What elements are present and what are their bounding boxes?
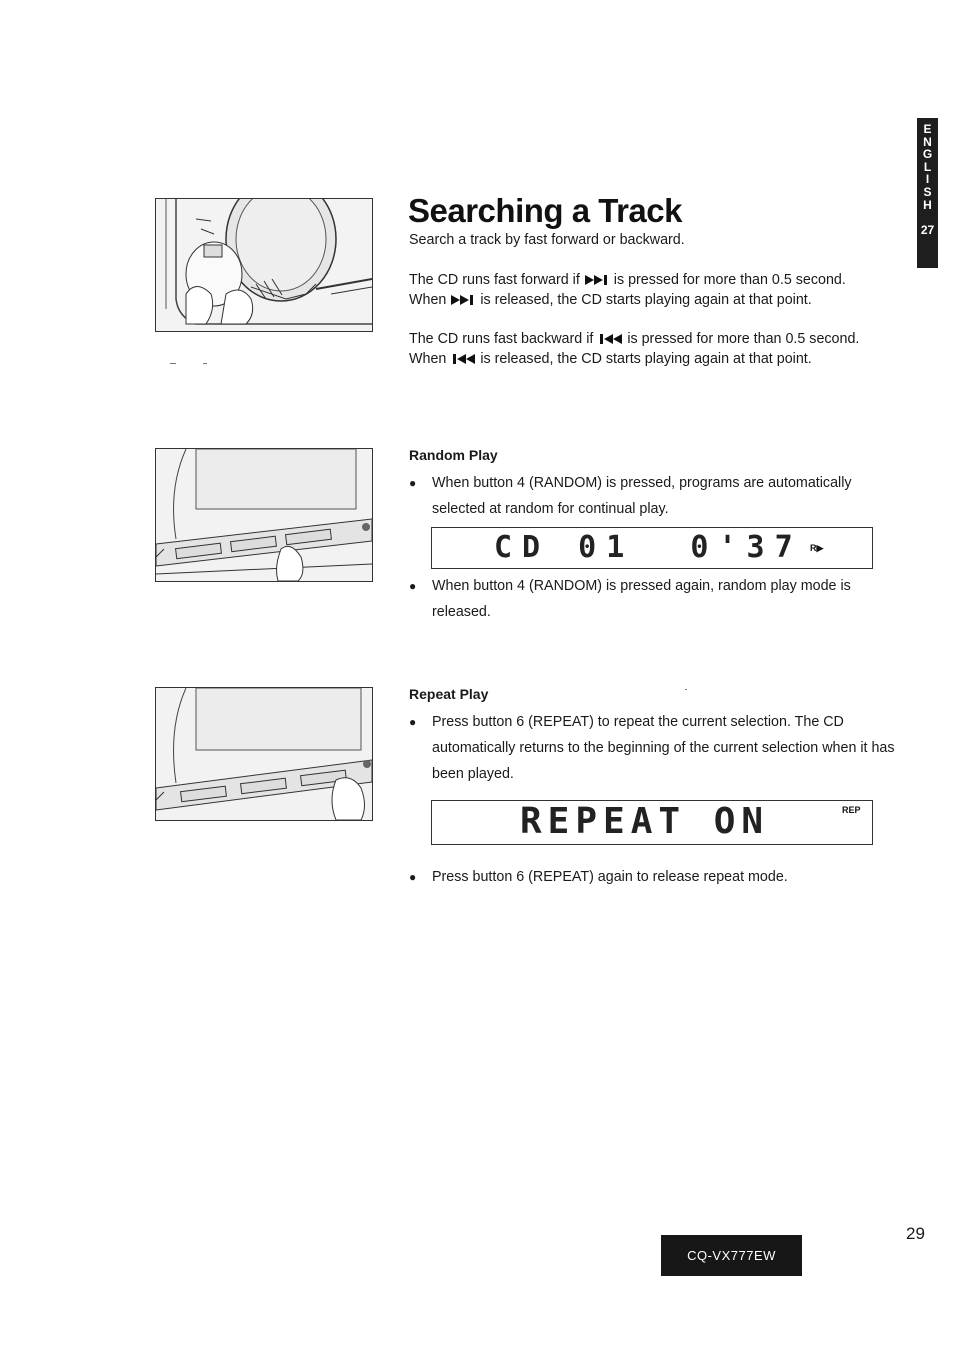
illustration-volume-knob bbox=[155, 198, 373, 332]
language-letter: G bbox=[922, 147, 933, 162]
illustration-random-button-drawing bbox=[156, 449, 372, 581]
bullet-dot-icon: ● bbox=[409, 715, 417, 729]
illustration-repeat-button bbox=[155, 687, 373, 821]
language-letter: I bbox=[925, 172, 930, 187]
language-tab-letters bbox=[917, 118, 938, 211]
ff-line1-post: is pressed for more than 0.5 second. bbox=[613, 272, 846, 288]
fast-backward-icon bbox=[598, 334, 622, 344]
rw-line2-pre: When bbox=[409, 350, 447, 367]
fast-backward-paragraph bbox=[409, 330, 904, 369]
random-display-text: CD 01 0'37 bbox=[494, 530, 803, 565]
language-letter: E bbox=[923, 122, 932, 136]
fast-forward-icon bbox=[451, 295, 475, 305]
fast-backward-icon bbox=[451, 354, 475, 364]
random-bullet-1 bbox=[409, 470, 899, 522]
language-letter: S bbox=[923, 184, 932, 199]
page-number: 29 bbox=[906, 1224, 925, 1243]
fast-forward-paragraph bbox=[409, 271, 899, 310]
language-letter: N bbox=[923, 134, 932, 149]
ff-line2-pre: When bbox=[409, 291, 447, 308]
language-tab bbox=[917, 118, 938, 268]
rw-line2-post: is released, the CD starts playing again at that point. bbox=[480, 350, 812, 367]
illustration-repeat-button-drawing bbox=[156, 688, 372, 820]
bullet-dot-icon: ● bbox=[409, 476, 417, 490]
illustration-random-button bbox=[155, 448, 373, 582]
language-letter: L bbox=[923, 159, 932, 174]
repeat-bullet-1-text: Press button 6 (REPEAT) to repeat the current selection. The CD automatically returns to the beginning of the current selection when it has been played. bbox=[432, 714, 895, 782]
ff-line1-pre: The CD runs fast forward if bbox=[409, 272, 580, 288]
scan-speck bbox=[170, 363, 176, 364]
search-subtitle: Search a track by fast forward or backward. bbox=[409, 232, 685, 248]
scan-speck bbox=[685, 689, 687, 690]
random-bullet-2 bbox=[409, 573, 899, 625]
bullet-dot-icon: ● bbox=[409, 579, 417, 593]
random-display-panel bbox=[431, 527, 873, 569]
scan-speck bbox=[203, 363, 207, 364]
repeat-bullet-1 bbox=[409, 709, 899, 787]
repeat-display-text: REPEAT ON bbox=[520, 801, 770, 842]
repeat-indicator: REP bbox=[842, 805, 861, 815]
repeat-display-panel bbox=[431, 800, 873, 845]
random-bullet-1-text: When button 4 (RANDOM) is pressed, programs are automatically selected at random for continual play. bbox=[432, 475, 852, 517]
random-indicator: R▶ bbox=[810, 543, 824, 553]
model-badge: CQ-VX777EW bbox=[661, 1235, 802, 1276]
repeat-bullet-2 bbox=[409, 864, 899, 890]
repeat-play-heading: Repeat Play bbox=[409, 686, 489, 702]
rw-line1-pre: The CD runs fast backward if bbox=[409, 331, 594, 347]
page-title: Searching a Track bbox=[408, 192, 682, 229]
repeat-bullet-2-text: Press button 6 (REPEAT) again to release repeat mode. bbox=[432, 869, 788, 885]
bullet-dot-icon: ● bbox=[409, 870, 417, 884]
ff-line2-post: is released, the CD starts playing again at that point. bbox=[480, 291, 812, 308]
fast-forward-icon bbox=[585, 275, 609, 285]
random-play-heading: Random Play bbox=[409, 447, 498, 463]
rw-line1-post: is pressed for more than 0.5 second. bbox=[627, 331, 860, 347]
illustration-volume-knob-drawing bbox=[156, 199, 372, 331]
section-number: 27 bbox=[920, 223, 935, 238]
language-letter: H bbox=[923, 197, 932, 212]
random-bullet-2-text: When button 4 (RANDOM) is pressed again, random play mode is released. bbox=[432, 578, 851, 620]
